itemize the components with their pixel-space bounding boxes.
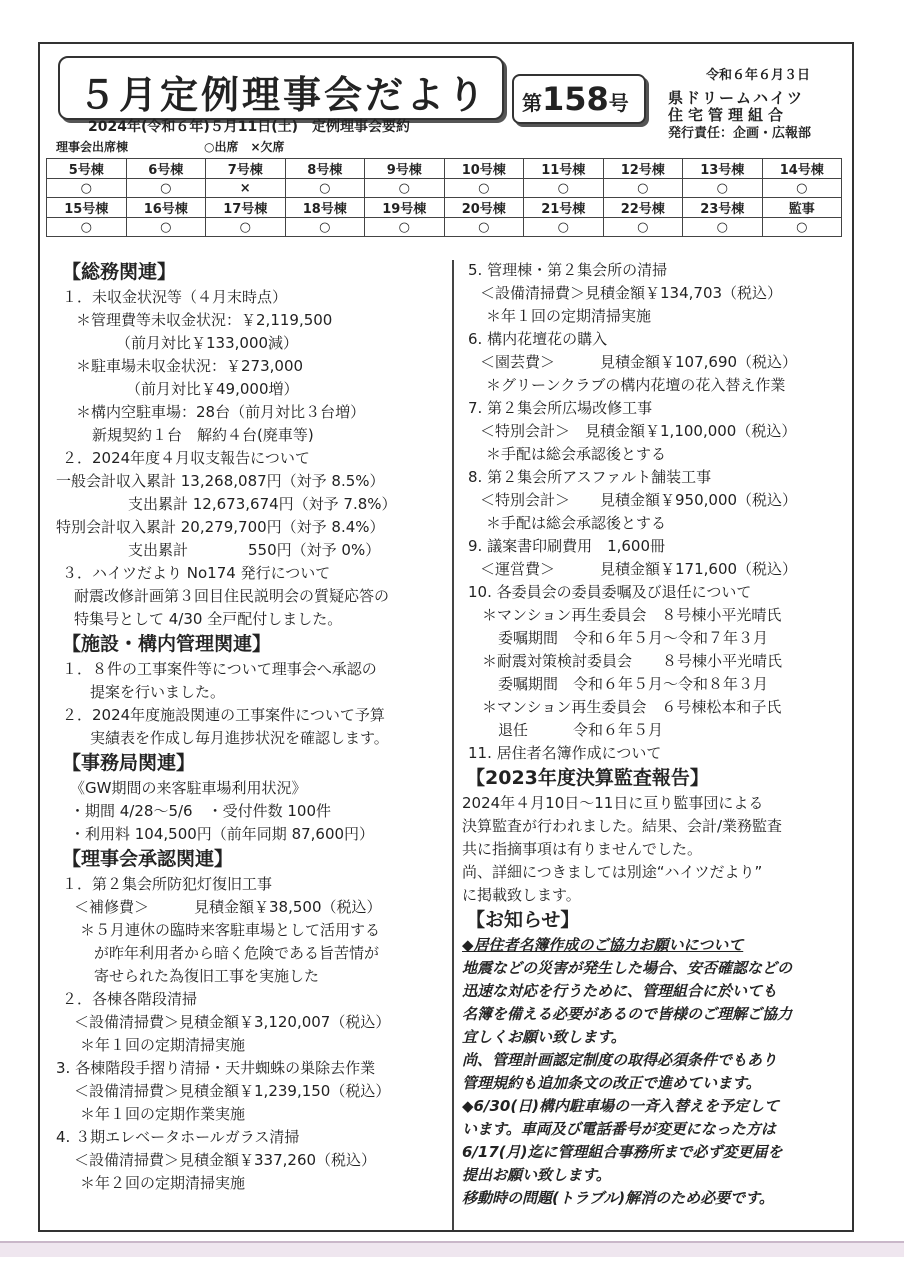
text-line: ＊マンション再生委員会 ６号棟松本和子氏 [482, 698, 782, 716]
building-label: 12号棟 [603, 159, 683, 179]
building-label: 16号棟 [126, 198, 206, 218]
attendance-mark: ○ [762, 218, 842, 237]
text-line: 8. 第２集会所アスファルト舗装工事 [468, 468, 712, 486]
attendance-row2-marks [47, 218, 842, 237]
text-line: ＊耐震対策検討委員会 ８号棟小平光晴氏 [482, 652, 783, 670]
page-bottom-band [0, 1241, 904, 1257]
text-line: ◆6/30(日)構内駐車場の一斉入替えを予定して [462, 1097, 780, 1115]
text-line: 管理規約も追加条文の改正で進めています。 [462, 1074, 761, 1092]
attendance-mark: ○ [762, 179, 842, 198]
text-line: 4. ３期エレベータホールガラス清掃 [56, 1128, 300, 1146]
section-heading-approvals: 【理事会承認関連】 [62, 848, 234, 870]
text-line: 提出お願い致します。 [462, 1166, 611, 1184]
attendance-mark: ○ [126, 179, 206, 198]
attendance-mark: ○ [47, 218, 127, 237]
text-line: 11. 居住者名簿作成について [468, 744, 662, 762]
attendance-mark: ○ [126, 218, 206, 237]
text-line: 6/17(月)迄に管理組合事務所まで必ず変更届を [462, 1143, 783, 1161]
text-line: ２．各棟各階段清掃 [62, 990, 198, 1008]
text-line: ＊構内空駐車場：28台（前月対比３台増） [76, 403, 366, 421]
text-line: 迅速な対応を行うために、管理組合に於いても [462, 982, 778, 1000]
text-line: ＊管理費等未収金状況：￥2,119,500 [76, 311, 333, 329]
text-line: ＊手配は総会承認後とする [486, 445, 667, 463]
text-line: ＊年１回の定期清掃実施 [486, 307, 652, 325]
attendance-row1-marks [47, 179, 842, 198]
text-line: ＜特別会計＞ 見積金額￥950,000（税込） [480, 491, 798, 509]
attendance-mark: ○ [47, 179, 127, 198]
text-line: ３．ハイツだより No174 発行について [62, 564, 331, 582]
text-line: 地震などの災害が発生した場合、安否確認などの [462, 959, 793, 977]
text-line: が昨年利用者から暗く危険である旨苦情が [94, 944, 380, 962]
issue-suffix: 号 [608, 91, 629, 115]
text-line: 一般会計収入累計 13,268,087円（対予 8.5%） [56, 472, 385, 490]
attendance-mark: ○ [206, 218, 286, 237]
attendance-table [46, 158, 842, 237]
column-divider [452, 260, 454, 1230]
section-heading-facilities: 【施設・構内管理関連】 [62, 633, 272, 655]
building-label: 9号棟 [365, 159, 445, 179]
building-label: 17号棟 [206, 198, 286, 218]
text-line: ＊５月連休の臨時来客駐車場として活用する [80, 921, 381, 939]
text-line: １．未収金状況等（４月末時点） [62, 288, 288, 306]
text-line: 新規契約１台 解約４台(廃車等) [92, 426, 314, 444]
text-line: ＜設備清掃費＞見積金額￥337,260（税込） [74, 1151, 377, 1169]
text-line: 実績表を作成し毎月進捗状況を確認します。 [90, 729, 389, 747]
text-line: 委嘱期間 令和６年５月～令和８年３月 [498, 675, 769, 693]
text-line: 特別会計収入累計 20,279,700円（対予 8.4%） [56, 518, 385, 536]
text-line: 特集号として 4/30 全戸配付しました。 [74, 610, 343, 628]
text-line: 尚、詳細につきましては別途“ハイツだより” [462, 863, 763, 881]
building-label: 21号棟 [524, 198, 604, 218]
text-line: １．第２集会所防犯灯復旧工事 [62, 875, 273, 893]
text-line: 委嘱期間 令和６年５月～令和７年３月 [498, 629, 769, 647]
attendance-mark: ○ [285, 218, 365, 237]
text-line: 10. 各委員会の委員委嘱及び退任について [468, 583, 752, 601]
attendance-mark: ○ [444, 179, 524, 198]
org-name-line1: 県ドリームハイツ [668, 89, 805, 107]
building-label: 13号棟 [683, 159, 763, 179]
text-line: 退任 令和６年５月 [498, 721, 664, 739]
building-label: 11号棟 [524, 159, 604, 179]
text-line: 支出累計 550円（対予 0%） [128, 541, 381, 559]
issue-prefix: 第 [522, 91, 542, 115]
building-label: 15号棟 [47, 198, 127, 218]
text-line: ＊マンション再生委員会 ８号棟小平光晴氏 [482, 606, 782, 624]
text-line: ＊年１回の定期清掃実施 [80, 1036, 246, 1054]
text-line: ・期間 4/28～5/6 ・受付件数 100件 [70, 802, 331, 820]
issue-number-box [512, 74, 646, 124]
text-line: 5. 管理棟・第２集会所の清掃 [468, 261, 668, 279]
issue-num: 158 [542, 80, 609, 118]
text-line: ＜設備清掃費＞見積金額￥134,703（税込） [480, 284, 783, 302]
text-line: います。車両及び電話番号が変更になった方は [462, 1120, 776, 1138]
building-label: 14号棟 [762, 159, 842, 179]
attendance-row1-labels [47, 159, 842, 179]
text-line: 名簿を備える必要があるので皆様のご理解ご協力 [462, 1005, 793, 1023]
section-heading-audit: 【2023年度決算監査報告】 [466, 767, 709, 789]
text-line: ＊年２回の定期清掃実施 [80, 1174, 246, 1192]
text-line: （前月対比￥49,000増） [126, 380, 299, 398]
text-line: ＜設備清掃費＞見積金額￥1,239,150（税込） [74, 1082, 391, 1100]
org-name-line2: 住宅管理組合 [668, 106, 789, 124]
attendance-mark: ○ [365, 179, 445, 198]
text-line: 移動時の問題(トラブル)解消のため必要です。 [462, 1189, 774, 1207]
section-heading-general: 【総務関連】 [62, 261, 177, 283]
text-line: 宜しくお願い致します。 [462, 1028, 626, 1046]
text-line: ＜特別会計＞ 見積金額￥1,100,000（税込） [480, 422, 797, 440]
text-line: 寄せられた為復旧工事を実施した [94, 967, 320, 985]
title-box [58, 56, 504, 120]
text-line: ＊手配は総会承認後とする [486, 514, 667, 532]
text-line: 共に指摘事項は有りませんでした。 [462, 840, 703, 858]
building-label: 19号棟 [365, 198, 445, 218]
issue-number [522, 80, 629, 118]
attendance-mark: ○ [683, 179, 763, 198]
building-label: 8号棟 [285, 159, 365, 179]
text-line: ＊駐車場未収金状況：￥273,000 [76, 357, 304, 375]
text-line: ２．2024年度施設関連の工事案件について予算 [62, 706, 385, 724]
text-line: 提案を行いました。 [90, 683, 226, 701]
building-label: 18号棟 [285, 198, 365, 218]
attendance-legend: ○出席 ×欠席 [204, 140, 285, 154]
attendance-mark: ○ [603, 218, 683, 237]
attendance-mark: ○ [444, 218, 524, 237]
text-line: ＜園芸費＞ 見積金額￥107,690（税込） [480, 353, 798, 371]
building-label: 監事 [762, 198, 842, 218]
text-line: １．８件の工事案件等について理事会へ承認の [62, 660, 377, 678]
text-line: に掲載致します。 [462, 886, 581, 904]
building-label: 20号棟 [444, 198, 524, 218]
building-label: 6号棟 [126, 159, 206, 179]
text-line: 耐震改修計画第３回目住民説明会の質疑応答の [74, 587, 390, 605]
attendance-row2-labels [47, 198, 842, 218]
text-line: ＊グリーンクラブの構内花壇の花入替え作業 [486, 376, 786, 394]
text-line: ・利用料 104,500円（前年同期 87,600円） [70, 825, 375, 843]
building-label: 5号棟 [47, 159, 127, 179]
attendance-mark: × [206, 179, 286, 198]
text-line: 《GW期間の来客駐車場利用状況》 [70, 779, 307, 797]
text-line: 6. 構内花壇花の購入 [468, 330, 608, 348]
right-column [462, 259, 852, 1210]
text-line: 2024年４月10日～11日に亘り監事団による [462, 794, 764, 812]
attendance-mark: ○ [524, 179, 604, 198]
text-line: ＜補修費＞ 見積金額￥38,500（税込） [74, 898, 382, 916]
building-label: 23号棟 [683, 198, 763, 218]
text-line: ＊年１回の定期作業実施 [80, 1105, 246, 1123]
attendance-label: 理事会出席棟 [56, 140, 129, 154]
text-line: 尚、管理計画認定制度の取得必須条件でもあり [462, 1051, 778, 1069]
section-heading-notice: 【お知らせ】 [466, 909, 580, 931]
attendance-mark: ○ [683, 218, 763, 237]
text-line: 決算監査が行われました。結果、会計/業務監査 [462, 817, 783, 835]
publisher: 発行責任：企画・広報部 [668, 126, 812, 141]
text-line: 7. 第２集会所広場改修工事 [468, 399, 653, 417]
text-line: ＜設備清掃費＞見積金額￥3,120,007（税込） [74, 1013, 391, 1031]
text-line: （前月対比￥133,000減） [116, 334, 299, 352]
text-line: 支出累計 12,673,674円（対予 7.8%） [128, 495, 397, 513]
notice-heading: ◆居住者名簿作成のご協力お願いについて [462, 936, 744, 954]
publish-date: 令和６年６月３日 [706, 68, 811, 83]
building-label: 7号棟 [206, 159, 286, 179]
building-label: 10号棟 [444, 159, 524, 179]
left-column [56, 259, 446, 1195]
attendance-mark: ○ [603, 179, 683, 198]
building-label: 22号棟 [603, 198, 683, 218]
text-line: ＜運営費＞ 見積金額￥171,600（税込） [480, 560, 798, 578]
text-line: 9. 議案書印刷費用 1,600冊 [468, 537, 666, 555]
attendance-mark: ○ [524, 218, 604, 237]
text-line: ２．2024年度４月収支報告について [62, 449, 310, 467]
attendance-mark: ○ [365, 218, 445, 237]
section-heading-office: 【事務局関連】 [62, 752, 196, 774]
text-line: 3. 各棟階段手摺り清掃・天井蜘蛛の巣除去作業 [56, 1059, 376, 1077]
meeting-subtitle: 2024年(令和６年)５月11日(土) 定例理事会要約 [88, 119, 411, 135]
attendance-mark: ○ [285, 179, 365, 198]
page-title: ５月定例理事会だより [78, 73, 489, 117]
